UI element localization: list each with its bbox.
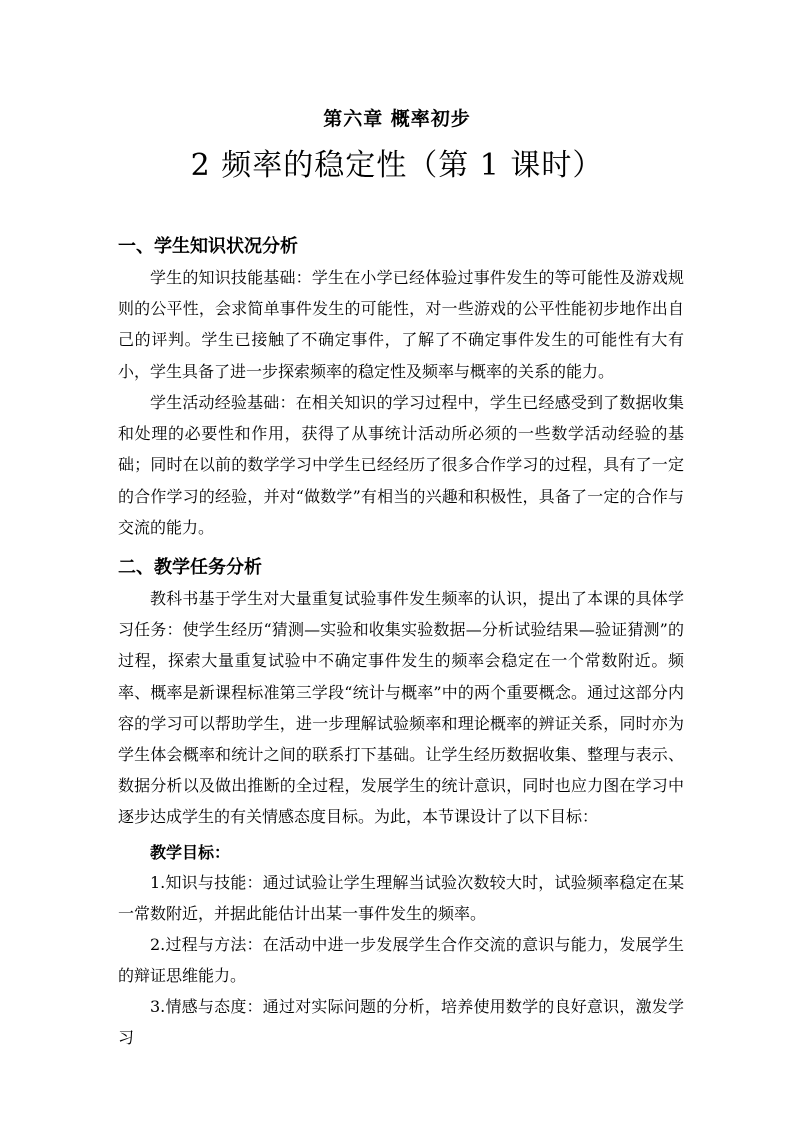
goal-knowledge-skills: 1.知识与技能：通过试验让学生理解当试验次数较大时，试验频率稳定在某一常数附近，并据此能估计出某一事件发生的频率。 <box>118 873 684 924</box>
paragraph-knowledge-basis: 学生的知识技能基础：学生在小学已经体验过事件发生的等可能性及游戏规则的公平性，会求简单事件发生的可能性，对一些游戏的公平性能初步地作出自己的评判。学生已接触了不确定事件，了解了不确定事件发生的可能性有大有小，学生具备了进一步探索频率的稳定性及频率与概率的关系的能力。 <box>118 268 684 381</box>
paragraph-task-analysis: 教科书基于学生对大量重复试验事件发生频率的认识，提出了本课的具体学习任务：使学生经历“猜测—实验和收集实验数据—分析试验结果—验证猜测”的过程，探索大量重复试验中不确定事件发生的频率会稳定在一个常数附近。频率、概率是新课程标准第三学段“统计与概率”中的两个重要概念。通过这部分内容的学习可以帮助学生，进一步理解试验频率和理论概率的辨证关系，同时亦为学生体会概率和统计之间的联系打下基础。让学生经历数据收集、整理与表示、数据分析以及做出推断的全过程，发展学生的统计意识，同时也应力图在学习中逐步达成学生的有关情感态度目标。为此，本节课设计了以下目标： <box>118 589 684 827</box>
lesson-title: 2 频率的稳定性（第 1 课时） <box>190 148 604 183</box>
goal-emotion-attitude: 3.情感与态度：通过对实际问题的分析，培养使用数学的良好意识，激发学习 <box>118 997 684 1048</box>
paragraph-activity-experience: 学生活动经验基础：在相关知识的学习过程中，学生已经感受到了数据收集和处理的必要性和作用，获得了从事统计活动所必须的一些数学活动经验的基础；同时在以前的数学学习中学生已经经历了很多合作学习的过程，具有了一定的合作学习的经验，并对“做数学”有相当的兴趣和积极性，具备了一定的合作与交流的能力。 <box>118 393 684 537</box>
section-heading-task-analysis: 二、教学任务分析 <box>118 557 262 578</box>
section-heading-student-analysis: 一、学生知识状况分析 <box>118 236 298 257</box>
teaching-goals-label: 教学目标： <box>150 843 231 862</box>
goal-process-method: 2.过程与方法：在活动中进一步发展学生合作交流的意识与能力，发展学生的辩证思维能力。 <box>118 935 684 986</box>
chapter-title: 第六章 概率初步 <box>323 108 471 130</box>
